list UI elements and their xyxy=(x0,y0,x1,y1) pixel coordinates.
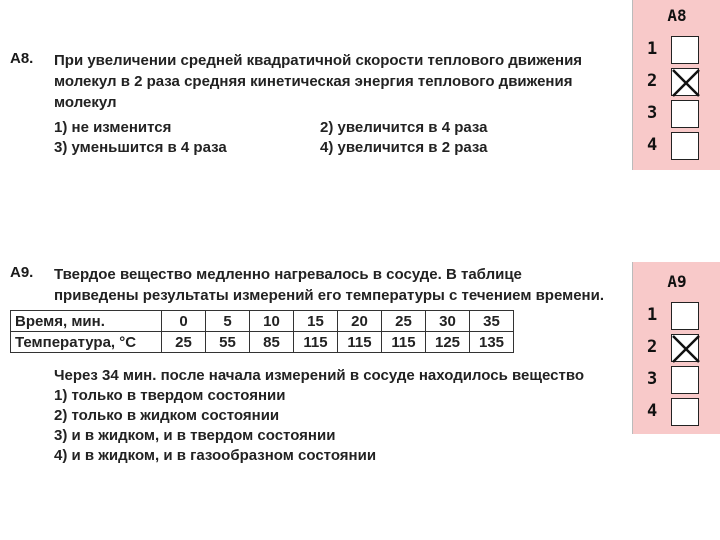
table-cell: 20 xyxy=(338,311,382,332)
answer-label: 2 xyxy=(647,337,658,357)
answer-box-3[interactable] xyxy=(671,100,699,128)
answer-panel-a9 xyxy=(632,262,720,434)
table-cell: 55 xyxy=(206,332,250,353)
answer-label: 3 xyxy=(647,103,658,123)
table-cell: 30 xyxy=(426,311,470,332)
answer-box-4[interactable] xyxy=(671,132,699,160)
option-1: 1) только в твердом состоянии xyxy=(54,387,286,404)
option-3: 3) уменьшится в 4 раза xyxy=(54,139,227,156)
table-cell: 25 xyxy=(382,311,426,332)
question-number: А8. xyxy=(10,50,34,67)
row-header-temperature: Температура, °С xyxy=(11,332,162,353)
table-cell: 25 xyxy=(162,332,206,353)
answer-box-1[interactable] xyxy=(671,36,699,64)
answer-box-2[interactable] xyxy=(671,334,699,362)
question-text: При увеличении средней квадратичной скорости теплового движения молекул в 2 раза средняя кинетическая энергия теплового движения молекул xyxy=(54,52,583,111)
option-1: 1) не изменится xyxy=(54,119,172,136)
table-row xyxy=(11,332,514,353)
answer-label: 4 xyxy=(647,401,658,421)
cross-mark-icon xyxy=(670,67,702,99)
question-number: А9. xyxy=(10,264,34,281)
table-cell: 115 xyxy=(382,332,426,353)
table-cell: 15 xyxy=(294,311,338,332)
answer-label: 1 xyxy=(647,39,658,59)
table-cell: 85 xyxy=(250,332,294,353)
question-text: Твердое вещество медленно нагревалось в сосуде. В таблице приведены результаты измерений его температуры с течением времени. xyxy=(54,266,605,304)
table-row xyxy=(11,311,514,332)
answer-label: 3 xyxy=(647,369,658,389)
answer-label: 1 xyxy=(647,305,658,325)
cross-mark-icon xyxy=(670,333,702,365)
row-header-time: Время, мин. xyxy=(11,311,162,332)
answer-box-2[interactable] xyxy=(671,68,699,96)
table-cell: 35 xyxy=(470,311,514,332)
table-cell: 5 xyxy=(206,311,250,332)
option-2: 2) увеличится в 4 раза xyxy=(320,119,488,136)
option-3: 3) и в жидком, и в твердом состоянии xyxy=(54,427,336,444)
answer-box-4[interactable] xyxy=(671,398,699,426)
question-a9 xyxy=(10,262,610,306)
option-4: 4) увеличится в 2 раза xyxy=(320,139,488,156)
panel-title: А9 xyxy=(667,272,687,291)
panel-title: А8 xyxy=(667,6,687,25)
question-prompt: Через 34 мин. после начала измерений в сосуде находилось вещество xyxy=(54,367,585,384)
table-cell: 0 xyxy=(162,311,206,332)
table-cell: 115 xyxy=(338,332,382,353)
option-4: 4) и в жидком, и в газообразном состоянии xyxy=(54,447,377,464)
question-a8 xyxy=(10,48,610,158)
answer-box-3[interactable] xyxy=(671,366,699,394)
data-table xyxy=(10,310,514,353)
table-cell: 115 xyxy=(294,332,338,353)
option-2: 2) только в жидком состоянии xyxy=(54,407,280,424)
table-cell: 125 xyxy=(426,332,470,353)
answer-box-1[interactable] xyxy=(671,302,699,330)
answer-label: 2 xyxy=(647,71,658,91)
table-cell: 135 xyxy=(470,332,514,353)
answer-label: 4 xyxy=(647,135,658,155)
answer-panel-a8 xyxy=(632,0,720,170)
table-cell: 10 xyxy=(250,311,294,332)
